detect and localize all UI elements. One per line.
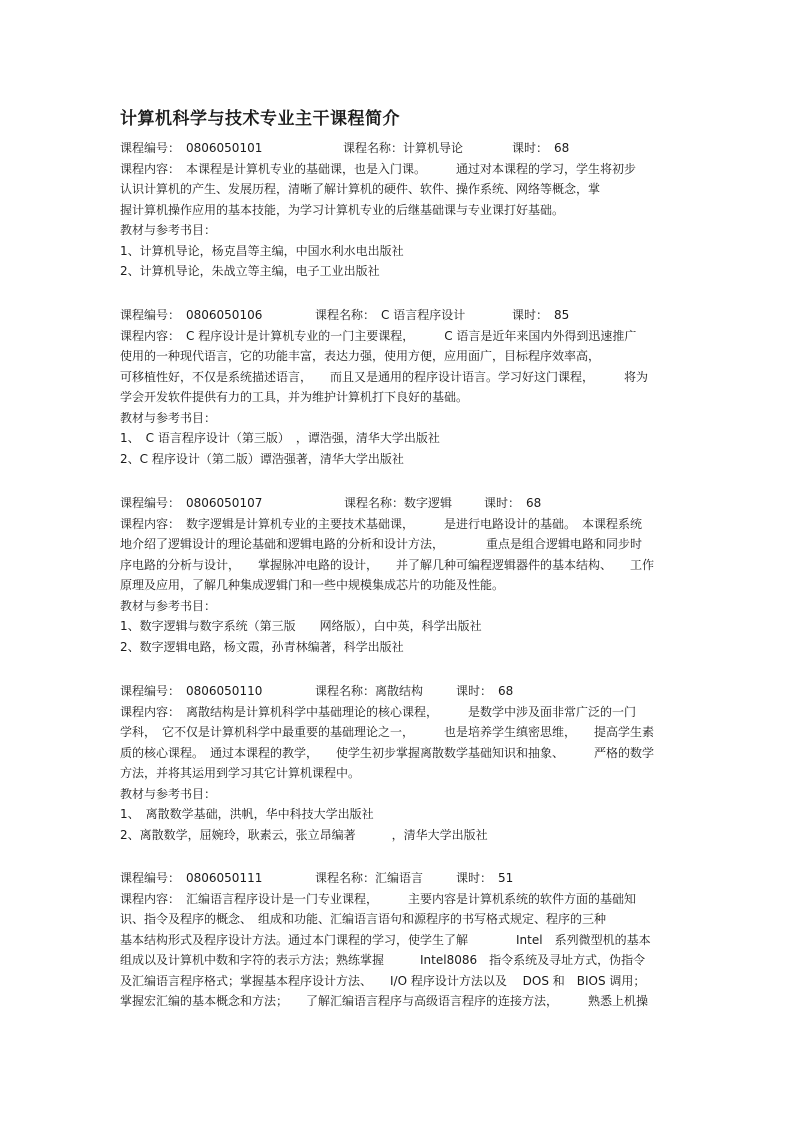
course-name: 课程名称：离散结构 bbox=[315, 684, 424, 698]
references-label: 教材与参考书目： bbox=[120, 598, 217, 613]
course-block bbox=[120, 138, 680, 282]
course-content-line: 原理及应用，了解几种集成逻辑门和一些中规模集成芯片的功能及性能。 bbox=[120, 578, 505, 592]
course-content-line: 掌握宏汇编的基本概念和方法； 了解汇编语言程序与高级语言程序的连接方法， 熟悉上机操 bbox=[120, 994, 649, 1008]
course-name: 课程名称： C 语言程序设计 bbox=[315, 308, 466, 322]
course-content-line: 课程内容： 汇编语言程序设计是一门专业课程， 主要内容是计算机系统的软件方面的基础知 bbox=[120, 891, 637, 906]
reference-item: 2、数字逻辑电路，杨文霞，孙青林编著，科学出版社 bbox=[120, 639, 404, 654]
page-title: 计算机科学与技术专业主干课程简介 bbox=[120, 109, 400, 129]
course-content-line: 认识计算机的产生、发展历程，清晰了解计算机的硬件、软件、操作系统、网络等概念，掌 bbox=[120, 182, 601, 196]
course-header bbox=[120, 305, 680, 326]
course-hours: 课时： 68 bbox=[456, 684, 514, 698]
course-content-line: 使用的一种现代语言，它的功能丰富，表达力强，使用方便，应用面广，目标程序效率高， bbox=[120, 349, 601, 363]
reference-item: 2、计算机导论，朱战立等主编，电子工业出版社 bbox=[120, 264, 380, 278]
reference-item: 1、数字逻辑与数字系统（第三版 网络版），白中英，科学出版社 bbox=[120, 619, 482, 633]
course-hours: 课时： 85 bbox=[512, 308, 570, 322]
course-header bbox=[120, 868, 680, 889]
course-content-line: 学会开发软件提供有力的工具，并为维护计算机打下良好的基础。 bbox=[120, 390, 469, 404]
course-content-line: 组成以及计算机中数和字符的表示方法；熟练掌握 Intel8086 指令系统及寻址方式，伪指令 bbox=[120, 953, 646, 967]
course-hours: 课时： 68 bbox=[484, 496, 542, 510]
course-content-line: 序电路的分析与设计， 掌握脉冲电路的设计， 并了解几种可编程逻辑器件的基本结构、 工作 bbox=[120, 557, 655, 572]
course-content-line: 基本结构形式及程序设计方法。通过本门课程的学习，使学生了解 Intel 系列微型机的基本 bbox=[120, 932, 651, 947]
course-code: 课程编号： 0806050101 bbox=[120, 141, 263, 155]
references-label: 教材与参考书目： bbox=[120, 786, 217, 801]
course-code: 课程编号： 0806050111 bbox=[120, 871, 263, 885]
course-content-line: 学科， 它不仅是计算机科学中最重要的基础理论之一， 也是培养学生缜密思维， 提高学生素 bbox=[120, 725, 655, 739]
course-content-line: 可移植性好，不仅是系统描述语言， 而且又是通用的程序设计语言。学习好这门课程， 将为 bbox=[120, 369, 649, 384]
course-block bbox=[120, 868, 680, 1012]
course-content-line: 课程内容： 数字逻辑是计算机专业的主要技术基础课， 是进行电路设计的基础。 本课程系统 bbox=[120, 516, 643, 531]
course-content-line: 方法，并将其运用到学习其它计算机课程中。 bbox=[120, 766, 361, 780]
course-content-line: 识、指令及程序的概念、 组成和功能、汇编语言语句和源程序的书写格式规定、程序的三种 bbox=[120, 912, 607, 926]
course-code: 课程编号： 0806050107 bbox=[120, 496, 263, 510]
course-header bbox=[120, 138, 680, 159]
course-content-line: 质的核心课程。 通过本课程的教学， 使学生初步掌握离散数学基础知识和抽象、 严格的数学 bbox=[120, 745, 655, 760]
course-content-line: 课程内容： 离散结构是计算机科学中基础理论的核心课程， 是数学中涉及面非常广泛的一门 bbox=[120, 704, 637, 719]
course-hours: 课时： 51 bbox=[456, 871, 514, 885]
course-block bbox=[120, 493, 680, 657]
course-name: 课程名称：汇编语言 bbox=[315, 871, 424, 885]
reference-item: 1、 离散数学基础，洪帆，华中科技大学出版社 bbox=[120, 807, 374, 821]
course-content-line: 及汇编语言程序格式；掌握基本程序设计方法、 I/O 程序设计方法以及 DOS 和 BIOS 调用； bbox=[120, 973, 646, 988]
references-label: 教材与参考书目： bbox=[120, 410, 217, 425]
reference-item: 2、C 程序设计（第二版）谭浩强著，清华大学出版社 bbox=[120, 451, 404, 466]
course-block bbox=[120, 681, 680, 845]
course-name: 课程名称：计算机导论 bbox=[343, 141, 464, 155]
course-content-line: 地介绍了逻辑设计的理论基础和逻辑电路的分析和设计方法， 重点是组合逻辑电路和同步时 bbox=[120, 537, 643, 551]
reference-item: 1、 C 语言程序设计（第三版） ，谭浩强，清华大学出版社 bbox=[120, 431, 440, 445]
course-content-line: 课程内容： C 程序设计是计算机专业的一门主要课程， C 语言是近年来国内外得到迅速推广 bbox=[120, 328, 637, 343]
reference-item: 2、离散数学，屈婉玲，耿素云，张立昂编著 ，清华大学出版社 bbox=[120, 827, 488, 842]
course-block bbox=[120, 305, 680, 469]
reference-item: 1、计算机导论，杨克昌等主编，中国水利水电出版社 bbox=[120, 243, 404, 258]
course-name: 课程名称：数字逻辑 bbox=[344, 496, 453, 510]
course-content-line: 课程内容： 本课程是计算机专业的基础课，也是入门课。 通过对本课程的学习，学生将初步 bbox=[120, 161, 637, 176]
course-code: 课程编号： 0806050106 bbox=[120, 308, 263, 322]
references-label: 教材与参考书目： bbox=[120, 223, 217, 237]
course-header bbox=[120, 493, 680, 514]
course-hours: 课时： 68 bbox=[512, 141, 570, 155]
course-code: 课程编号： 0806050110 bbox=[120, 684, 263, 698]
course-header bbox=[120, 681, 680, 702]
course-content-line: 握计算机操作应用的基本技能，为学习计算机专业的后继基础课与专业课打好基础。 bbox=[120, 202, 565, 217]
